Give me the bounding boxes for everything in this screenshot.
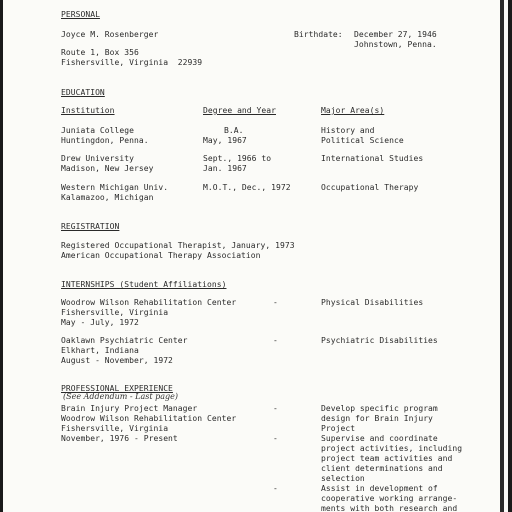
education-row-institution: Juniata College xyxy=(61,126,134,135)
duty-line: Assist in development of xyxy=(321,484,438,493)
registration-line1: Registered Occupational Therapist, January, 1973 xyxy=(61,241,295,250)
duty-line: client determinations and xyxy=(321,464,443,473)
experience-heading: PROFESSIONAL EXPERIENCE xyxy=(61,384,173,393)
duty-line: Develop specific program xyxy=(321,404,438,413)
duty-line: ments with both research and xyxy=(321,504,458,512)
internship-site: Oaklawn Psychiatric Center xyxy=(61,336,188,345)
education-row-location: Kalamazoo, Michigan xyxy=(61,193,154,202)
registration-line2: American Occupational Therapy Association xyxy=(61,251,261,260)
duty-dash: - xyxy=(273,434,278,443)
duty-dash: - xyxy=(273,484,278,493)
education-row-location: Madison, New Jersey xyxy=(61,164,154,173)
duty-line: project activities, including xyxy=(321,444,463,453)
education-row-degree: B.A. xyxy=(224,126,244,135)
internship-area: Physical Disabilities xyxy=(321,298,424,307)
handwritten-note: (See Addendum - Last page) xyxy=(63,392,178,401)
education-row-major: Occupational Therapy xyxy=(321,183,419,192)
page-edge xyxy=(500,0,504,512)
education-row-degree: M.O.T., Dec., 1972 xyxy=(203,183,291,192)
internship-dash: - xyxy=(273,298,278,307)
internships-heading: INTERNSHIPS (Student Affiliations) xyxy=(61,280,227,289)
education-row-major-cont: Political Science xyxy=(321,136,404,145)
education-row-year: Jan. 1967 xyxy=(203,164,247,173)
personal-address-line1: Route 1, Box 356 xyxy=(61,48,139,57)
experience-title: Brain Injury Project Manager xyxy=(61,404,198,413)
duty-line: project team activities and xyxy=(321,454,453,463)
internship-location: Fishersville, Virginia xyxy=(61,308,169,317)
experience-employer: Woodrow Wilson Rehabilitation Center xyxy=(61,414,237,423)
internship-dash: - xyxy=(273,336,278,345)
personal-address-line2: Fishersville, Virginia 22939 xyxy=(61,58,203,67)
duty-line: selection xyxy=(321,474,365,483)
duty-line: Project xyxy=(321,424,356,433)
education-row-location: Huntingdon, Penna. xyxy=(61,136,149,145)
duty-line: cooperative working arrange- xyxy=(321,494,458,503)
education-col-degree: Degree and Year xyxy=(203,106,276,115)
education-row-major: International Studies xyxy=(321,154,424,163)
internship-dates: August - November, 1972 xyxy=(61,356,173,365)
personal-heading: PERSONAL xyxy=(61,10,100,19)
duty-line: Supervise and coordinate xyxy=(321,434,438,443)
education-row-institution: Western Michigan Univ. xyxy=(61,183,169,192)
birthdate-value: December 27, 1946 xyxy=(354,30,437,39)
education-col-institution: Institution xyxy=(61,106,115,115)
education-row-institution: Drew University xyxy=(61,154,134,163)
duty-dash: - xyxy=(273,404,278,413)
education-row-year: May, 1967 xyxy=(203,136,247,145)
birthdate-label: Birthdate: xyxy=(294,30,343,39)
education-col-major: Major Area(s) xyxy=(321,106,385,115)
education-row-degree: Sept., 1966 to xyxy=(203,154,272,163)
experience-location: Fishersville, Virginia xyxy=(61,424,169,433)
internship-location: Elkhart, Indiana xyxy=(61,346,139,355)
education-row-major: History and xyxy=(321,126,375,135)
birthplace-value: Johnstown, Penna. xyxy=(354,40,437,49)
registration-heading: REGISTRATION xyxy=(61,222,120,231)
internship-site: Woodrow Wilson Rehabilitation Center xyxy=(61,298,237,307)
duty-line: design for Brain Injury xyxy=(321,414,433,423)
experience-dates: November, 1976 - Present xyxy=(61,434,178,443)
document-page xyxy=(3,0,508,512)
internship-area: Psychiatric Disabilities xyxy=(321,336,438,345)
personal-name: Joyce M. Rosenberger xyxy=(61,30,159,39)
education-heading: EDUCATION xyxy=(61,88,105,97)
internship-dates: May - July, 1972 xyxy=(61,318,139,327)
